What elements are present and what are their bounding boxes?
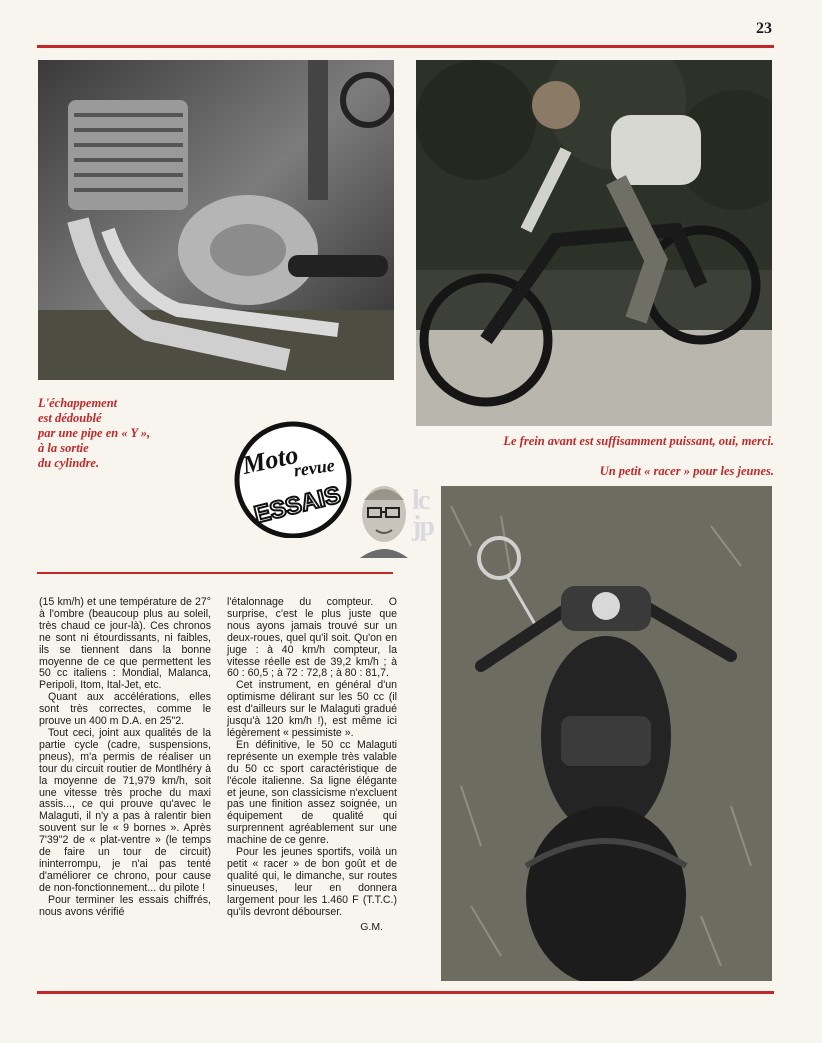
caption-line: du cylindre. <box>38 456 100 470</box>
racer-caption: Un petit « racer » pour les jeunes. <box>599 464 774 478</box>
brake-caption: Le frein avant est suffisamment puissant, oui, merci. <box>503 434 774 448</box>
svg-text:Moto: Moto <box>239 439 301 480</box>
article-top-rule <box>37 572 393 574</box>
author-signature: G.M. <box>360 921 383 934</box>
watermark: lc jp <box>412 485 433 542</box>
wheelie-photo <box>416 60 772 426</box>
paragraph: Cet instrument, en général d'un optimisme délirant sur les 50 cc (il est d'ailleurs sur le Malaguti gradué jusqu'à 120 km/h !), est même ici légèrement « pessimiste ». <box>227 679 397 739</box>
caption-line: est dédoublé <box>38 411 102 425</box>
svg-text:revue: revue <box>292 454 336 481</box>
page-number: 23 <box>756 20 772 37</box>
paragraph: Tout ceci, joint aux qualités de la partie cycle (cadre, suspensions, pneus), m'a permis de réaliser un tour du circuit routier de Montlhéry à la moyenne de 71,979 km/h, soit une vitesse très proche du maxi assis..., ce qui prouve qu'avec le Malaguti, il n'y a pas à ralentir bien souvent sur le « 9 bornes ». Après 7'39"2 de « plat-ventre » (le temps de faire un tour de circuit) ininterrompu, je n'ai pas tenté d'améliorer ce chrono, pour cause de non-fonctionnement... du pilote ! <box>39 726 211 894</box>
moto-revue-essais-logo <box>232 420 354 538</box>
author-portrait <box>356 478 412 558</box>
caption-line: par une pipe en « Y », <box>38 426 151 440</box>
engine-exhaust-photo <box>38 60 394 380</box>
svg-text:ESSAIS: ESSAIS <box>251 481 344 529</box>
bottom-rule <box>37 991 774 994</box>
racer-topview-photo <box>441 486 772 981</box>
exhaust-caption <box>38 396 218 471</box>
top-rule <box>37 45 774 48</box>
paragraph: En définitive, le 50 cc Malaguti représente un exemple très valable du 50 cc sport caractéristique de l'école italienne. Sa ligne élégante et jeune, son classicisme n'excluent pas une finition assez soignée, un équipement de qualité qui surprennent agréablement sur une machine de ce genre. <box>227 738 397 847</box>
paragraph: Pour les jeunes sportifs, voilà un petit « racer » de bon goût et de qualité qui, le dimanche, sur routes sinueuses, leur en donnera largement pour les 1.460 F (T.T.C.) qu'ils devront débourser. <box>227 846 397 918</box>
paragraph: Quant aux accélérations, elles sont très correctes, comme le prouve un 400 m D.A. en 25"2. <box>39 691 211 728</box>
article-column-1 <box>39 597 211 918</box>
paragraph: (15 km/h) et une température de 27° à l'ombre (beaucoup plus au soleil, très chaud ce jour-là). Ces chronos ne sont ni étourdissants, ni faibles, ils se tiennent dans la bonne moyenne de ce que permettent les 50 cc italiens : Mondial, Malanca, Peripoli, Itom, Ital-Jet, etc. <box>39 596 211 692</box>
paragraph: Pour terminer les essais chiffrés, nous avons vérifié <box>39 893 211 918</box>
caption-line: L'échappement <box>38 396 118 410</box>
article-column-2 <box>227 597 397 934</box>
paragraph: l'étalonnage du compteur. O surprise, c'est le plus juste que nous ayons jamais trouvé sur un deux-roues, quel qu'il soit. Qu'on en juge : à 40 km/h compteur, la vitesse réelle est de 39,2 km/h ; à 60 : 60,5 ; à 72 : 72,8 ; à 80 : 81,7. <box>227 596 397 680</box>
caption-line: à la sortie <box>38 441 89 455</box>
